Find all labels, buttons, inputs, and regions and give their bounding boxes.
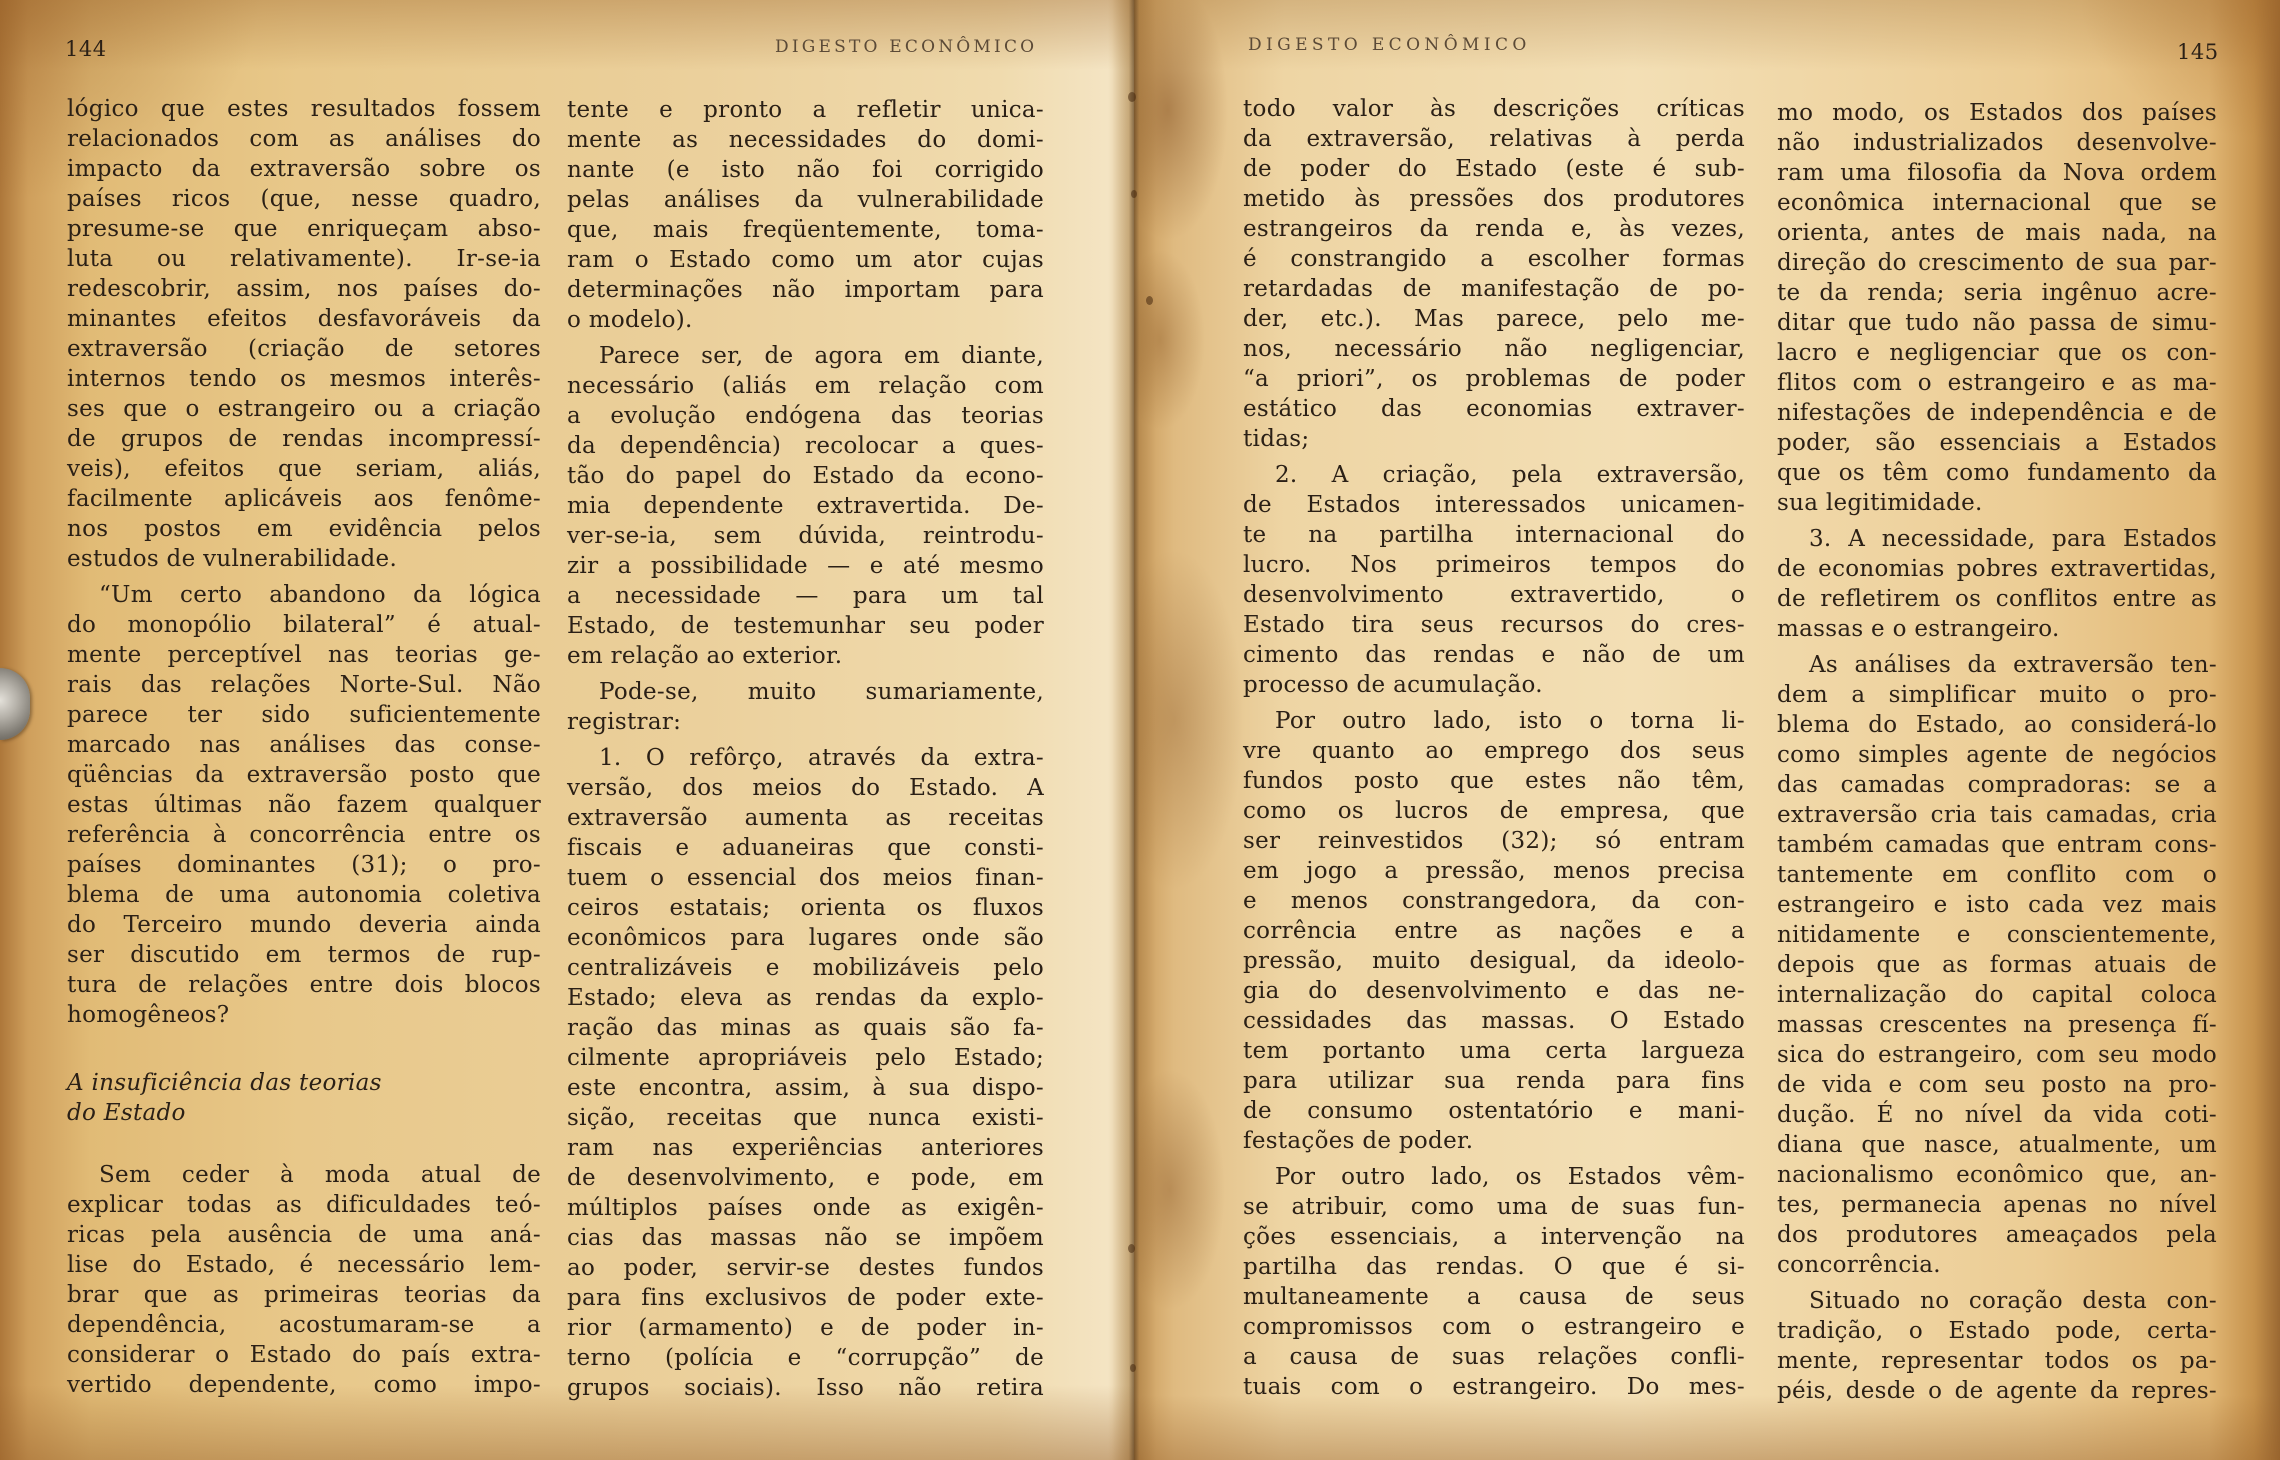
text-line: estrangeiros da renda e, às vezes, [1243,216,1745,242]
text-line: metido às pressões dos produtores [1243,186,1745,212]
text-line: lacro e negligenciar que os con- [1777,340,2217,366]
ink-spot [1146,296,1153,305]
text-line: Parece ser, de agora em diante, [599,343,1044,369]
text-line: fiscais e aduaneiras que consti- [567,835,1044,861]
text-line: fundos posto que estes não têm, [1243,768,1745,794]
text-line: lucro. Nos primeiros tempos do [1243,552,1745,578]
text-line: ser reinvestidos (32); só entram [1243,828,1745,854]
text-line: em jogo a pressão, menos precisa [1243,858,1745,884]
text-line: considerar o Estado do país extra- [67,1342,541,1368]
text-line: ram nas experiências anteriores [567,1135,1044,1161]
text-line: concorrência. [1777,1252,1941,1278]
running-head: DIGESTO ECONÔMICO [1248,35,1531,55]
text-line: ver-se-ia, sem dúvida, reintrodu- [567,523,1044,549]
binding-ring [0,668,30,740]
paragraph [567,341,1044,671]
text-line: Sem ceder à moda atual de [99,1162,541,1188]
text-line: tradição, o Estado pode, certa- [1777,1318,2217,1344]
text-line: de desenvolvimento, e pode, em [567,1165,1044,1191]
text-line: de poder do Estado (este é sub- [1243,156,1745,182]
text-line: dem a simplificar muito o pro- [1777,682,2217,708]
text-line: a evolução endógena das teorias [567,403,1044,429]
running-head: DIGESTO ECONÔMICO [775,37,1038,57]
text-line: gia do desenvolvimento e das ne- [1243,978,1745,1004]
text-line: ram uma filosofia da Nova ordem [1777,160,2217,186]
text-line: massas e o estrangeiro. [1777,616,2060,642]
text-line: “a priori”, os problemas de poder [1243,366,1745,392]
text-line: pelas análises da vulnerabilidade [567,187,1044,213]
text-line: grupos sociais). Isso não retira [567,1375,1044,1401]
text-line: orienta, antes de mais nada, na [1777,220,2217,246]
text-line: rior (armamento) e de poder in- [567,1315,1044,1341]
text-line: tes, permanecia apenas no nível [1777,1192,2217,1218]
text-line: parece ter sido suficientemente [67,702,541,728]
text-line: “Um certo abandono da lógica [99,582,541,608]
text-line: desenvolvimento extravertido, o [1243,582,1745,608]
text-line: zir a possibilidade — e até mesmo [567,553,1044,579]
text-line: ditar que tudo não passa de simu- [1777,310,2217,336]
text-column-right-1 [1243,94,1745,1402]
text-line: festações de poder. [1243,1128,1474,1154]
text-line: Pode-se, muito sumariamente, [599,679,1044,705]
text-line: relacionados com as análises do [67,126,541,152]
text-line: cilmente apropriáveis pelo Estado; [567,1045,1044,1071]
text-line: 1. O refôrço, através da extra- [599,745,1044,771]
text-line: dução. É no nível da vida coti- [1777,1102,2217,1128]
paragraph [1777,650,2217,1280]
heading-line: do Estado [67,1100,186,1126]
text-line: de Estados interessados unicamen- [1243,492,1745,518]
text-line: mente, representar todos os pa- [1777,1348,2217,1374]
text-line: ções essenciais, a intervenção na [1243,1224,1745,1250]
text-line: tuem o essencial dos meios finan- [567,865,1044,891]
text-line: minantes efeitos desfavoráveis da [67,306,541,332]
ink-spot [1130,1364,1136,1372]
text-line: que os têm como fundamento da [1777,460,2217,486]
text-line: 2. A criação, pela extraversão, [1275,462,1745,488]
paragraph [67,1160,541,1400]
text-line: veis), efeitos que seriam, aliás, [67,456,541,482]
text-line: ram o Estado como um ator cujas [567,247,1044,273]
text-line: Por outro lado, isto o torna li- [1275,708,1745,734]
text-line: que, mais freqüentemente, toma- [567,217,1044,243]
paragraph [1243,94,1745,454]
text-line: estático das economias extraver- [1243,396,1745,422]
text-line: vre quanto ao emprego dos seus [1243,738,1745,764]
text-line: internalização do capital coloca [1777,982,2217,1008]
text-line: tidas; [1243,426,1310,452]
text-line: te na partilha internacional do [1243,522,1745,548]
text-line: do monopólio bilateral” é atual- [67,612,541,638]
text-column-right-2 [1777,98,2217,1406]
ink-spot [1131,190,1137,198]
text-line: te da renda; seria ingênuo acre- [1777,280,2217,306]
text-line: é constrangido a escolher formas [1243,246,1745,272]
paragraph [67,580,541,1030]
text-line: dependência, acostumaram-se a [67,1312,541,1338]
text-line: mente as necessidades do domi- [567,127,1044,153]
text-line: blema do Estado, ao considerá-lo [1777,712,2217,738]
text-line: sua legitimidade. [1777,490,1983,516]
paragraph [1777,524,2217,644]
text-line: internos tendo os mesmos interês- [67,366,541,392]
text-line: países dominantes (31); o pro- [67,852,541,878]
paragraph [567,95,1044,335]
text-line: Situado no coração desta con- [1809,1288,2217,1314]
paragraph [1777,98,2217,518]
text-line: facilmente aplicáveis aos fenôme- [67,486,541,512]
text-line: países ricos (que, nesse quadro, [67,186,541,212]
text-line: necessário (aliás em relação com [567,373,1044,399]
text-line: lise do Estado, é necessário lem- [67,1252,541,1278]
text-line: diana que nasce, atualmente, um [1777,1132,2217,1158]
text-line: impacto da extraversão sobre os [67,156,541,182]
text-line: ao poder, servir-se destes fundos [567,1255,1044,1281]
text-line: Por outro lado, os Estados vêm- [1275,1164,1745,1190]
text-line: multaneamente a causa de seus [1243,1284,1745,1310]
text-line: de refletirem os conflitos entre as [1777,586,2217,612]
text-line: de consumo ostentatório e mani- [1243,1098,1745,1124]
text-line: qüências da extraversão posto que [67,762,541,788]
text-line: As análises da extraversão ten- [1809,652,2217,678]
text-line: versão, dos meios do Estado. A [567,775,1044,801]
paragraph [1243,1162,1745,1402]
text-line: extraversão (criação de setores [67,336,541,362]
text-line: dos produtores ameaçados pela [1777,1222,2217,1248]
paragraph [1243,460,1745,700]
ink-spot [1128,92,1136,102]
text-column-left-2 [567,95,1044,1403]
text-line: luta ou relativamente). Ir-se-ia [67,246,541,272]
text-line: econômicos para lugares onde são [567,925,1044,951]
text-line: nante (e isto não foi corrigido [567,157,1044,183]
text-line: referência à concorrência entre os [67,822,541,848]
text-line: nitidamente e conscientemente, [1777,922,2217,948]
text-line: mia dependente extravertida. De- [567,493,1044,519]
paragraph [1777,1286,2217,1406]
paragraph [567,743,1044,1403]
text-line: ração das minas as quais são fa- [567,1015,1044,1041]
text-line: de economias pobres extravertidas, [1777,556,2217,582]
text-line: péis, desde o de agente da repres- [1777,1378,2217,1404]
text-line: brar que as primeiras teorias da [67,1282,541,1308]
text-line: ser discutido em termos de rup- [67,942,541,968]
text-line: explicar todas as dificuldades teó- [67,1192,541,1218]
text-line: flitos com o estrangeiro e as ma- [1777,370,2217,396]
text-line: estas últimas não fazem qualquer [67,792,541,818]
text-line: tuais com o estrangeiro. Do mes- [1243,1374,1745,1400]
text-line: para utilizar sua renda para fins [1243,1068,1745,1094]
page-number: 145 [2177,40,2219,64]
text-line: sica do estrangeiro, com seu modo [1777,1042,2217,1068]
text-line: mente perceptível nas teorias ge- [67,642,541,668]
text-line: extraversão cria tais camadas, cria [1777,802,2217,828]
text-line: depois que as formas atuais de [1777,952,2217,978]
text-line: das camadas compradoras: se a [1777,772,2217,798]
text-line: para fins exclusivos de poder exte- [567,1285,1044,1311]
left-page [0,0,1134,1460]
text-line: o modelo). [567,307,693,333]
text-line: econômica internacional que se [1777,190,2217,216]
text-line: retardadas de manifestação de po- [1243,276,1745,302]
right-page [1134,0,2280,1460]
text-line: do Terceiro mundo deveria ainda [67,912,541,938]
text-line: nifestações de independência e de [1777,400,2217,426]
text-line: cessidades das massas. O Estado [1243,1008,1745,1034]
text-line: partilha das rendas. O que é si- [1243,1254,1745,1280]
text-column-left-1 [67,94,541,1400]
text-line: múltiplos países onde as exigên- [567,1195,1044,1221]
text-line: determinações não importam para [567,277,1044,303]
text-line: todo valor às descrições críticas [1243,96,1745,122]
text-line: tente e pronto a refletir unica- [567,97,1044,123]
text-line: de vida e com seu posto na pro- [1777,1072,2217,1098]
paragraph [567,677,1044,737]
text-line: cimento das rendas e não de um [1243,642,1745,668]
text-line: da dependência) recolocar a ques- [567,433,1044,459]
text-line: registrar: [567,709,682,735]
paragraph [1243,706,1745,1156]
text-line: nos, necessário não negligenciar, [1243,336,1745,362]
text-line: lógico que estes resultados fossem [67,96,541,122]
text-line: compromissos com o estrangeiro e [1243,1314,1745,1340]
text-line: como os lucros de empresa, que [1243,798,1745,824]
paragraph [67,94,541,574]
text-line: a necessidade — para um tal [567,583,1044,609]
text-line: em relação ao exterior. [567,643,843,669]
text-line: 3. A necessidade, para Estados [1809,526,2217,552]
text-line: marcado nas análises das conse- [67,732,541,758]
text-line: processo de acumulação. [1243,672,1543,698]
text-line: este encontra, assim, à sua dispo- [567,1075,1044,1101]
text-line: pressão, muito desigual, da ideolo- [1243,948,1745,974]
heading-line: A insuficiência das teorias [67,1070,382,1096]
page-gutter [1112,0,1156,1460]
text-line: como simples agente de negócios [1777,742,2217,768]
text-line: tantemente em conflito com o [1777,862,2217,888]
text-line: a causa de suas relações confli- [1243,1344,1745,1370]
section-heading [67,1068,541,1128]
text-line: tura de relações entre dois blocos [67,972,541,998]
text-line: estrangeiro e isto cada vez mais [1777,892,2217,918]
page-number: 144 [65,37,107,61]
text-line: de grupos de rendas incompressí- [67,426,541,452]
text-line: da extraversão, relativas à perda [1243,126,1745,152]
text-line: ses que o estrangeiro ou a criação [67,396,541,422]
text-line: sição, receitas que nunca existi- [567,1105,1044,1131]
text-line: poder, são essenciais a Estados [1777,430,2217,456]
text-line: terno (polícia e “corrupção” de [567,1345,1044,1371]
text-line: ricas pela ausência de uma aná- [67,1222,541,1248]
text-line: Estado tira seus recursos do cres- [1243,612,1745,638]
text-line: presume-se que enriqueçam abso- [67,216,541,242]
text-line: vertido dependente, como impo- [67,1372,541,1398]
text-line: estudos de vulnerabilidade. [67,546,398,572]
text-line: massas crescentes na presença fí- [1777,1012,2217,1038]
text-line: nos postos em evidência pelos [67,516,541,542]
text-line: homogêneos? [67,1002,230,1028]
text-line: mo modo, os Estados dos países [1777,100,2217,126]
text-line: cias das massas não se impõem [567,1225,1044,1251]
text-line: der, etc.). Mas parece, pelo me- [1243,306,1745,332]
text-line: não industrializados desenvolve- [1777,130,2217,156]
text-line: ceiros estatais; orienta os fluxos [567,895,1044,921]
text-line: corrência entre as nações e a [1243,918,1745,944]
text-line: direção do crescimento de sua par- [1777,250,2217,276]
text-line: rais das relações Norte-Sul. Não [67,672,541,698]
text-line: extraversão aumenta as receitas [567,805,1044,831]
text-line: Estado, de testemunhar seu poder [567,613,1044,639]
text-line: tem portanto uma certa largueza [1243,1038,1745,1064]
text-line: tão do papel do Estado da econo- [567,463,1044,489]
text-line: Estado; eleva as rendas da explo- [567,985,1044,1011]
text-line: também camadas que entram cons- [1777,832,2217,858]
text-line: e menos constrangedora, da con- [1243,888,1745,914]
text-line: centralizáveis e mobilizáveis pelo [567,955,1044,981]
text-line: redescobrir, assim, nos países do- [67,276,541,302]
ink-spot [1128,1244,1135,1253]
text-line: nacionalismo econômico que, an- [1777,1162,2217,1188]
text-line: se atribuir, como uma de suas fun- [1243,1194,1745,1220]
text-line: blema de uma autonomia coletiva [67,882,541,908]
